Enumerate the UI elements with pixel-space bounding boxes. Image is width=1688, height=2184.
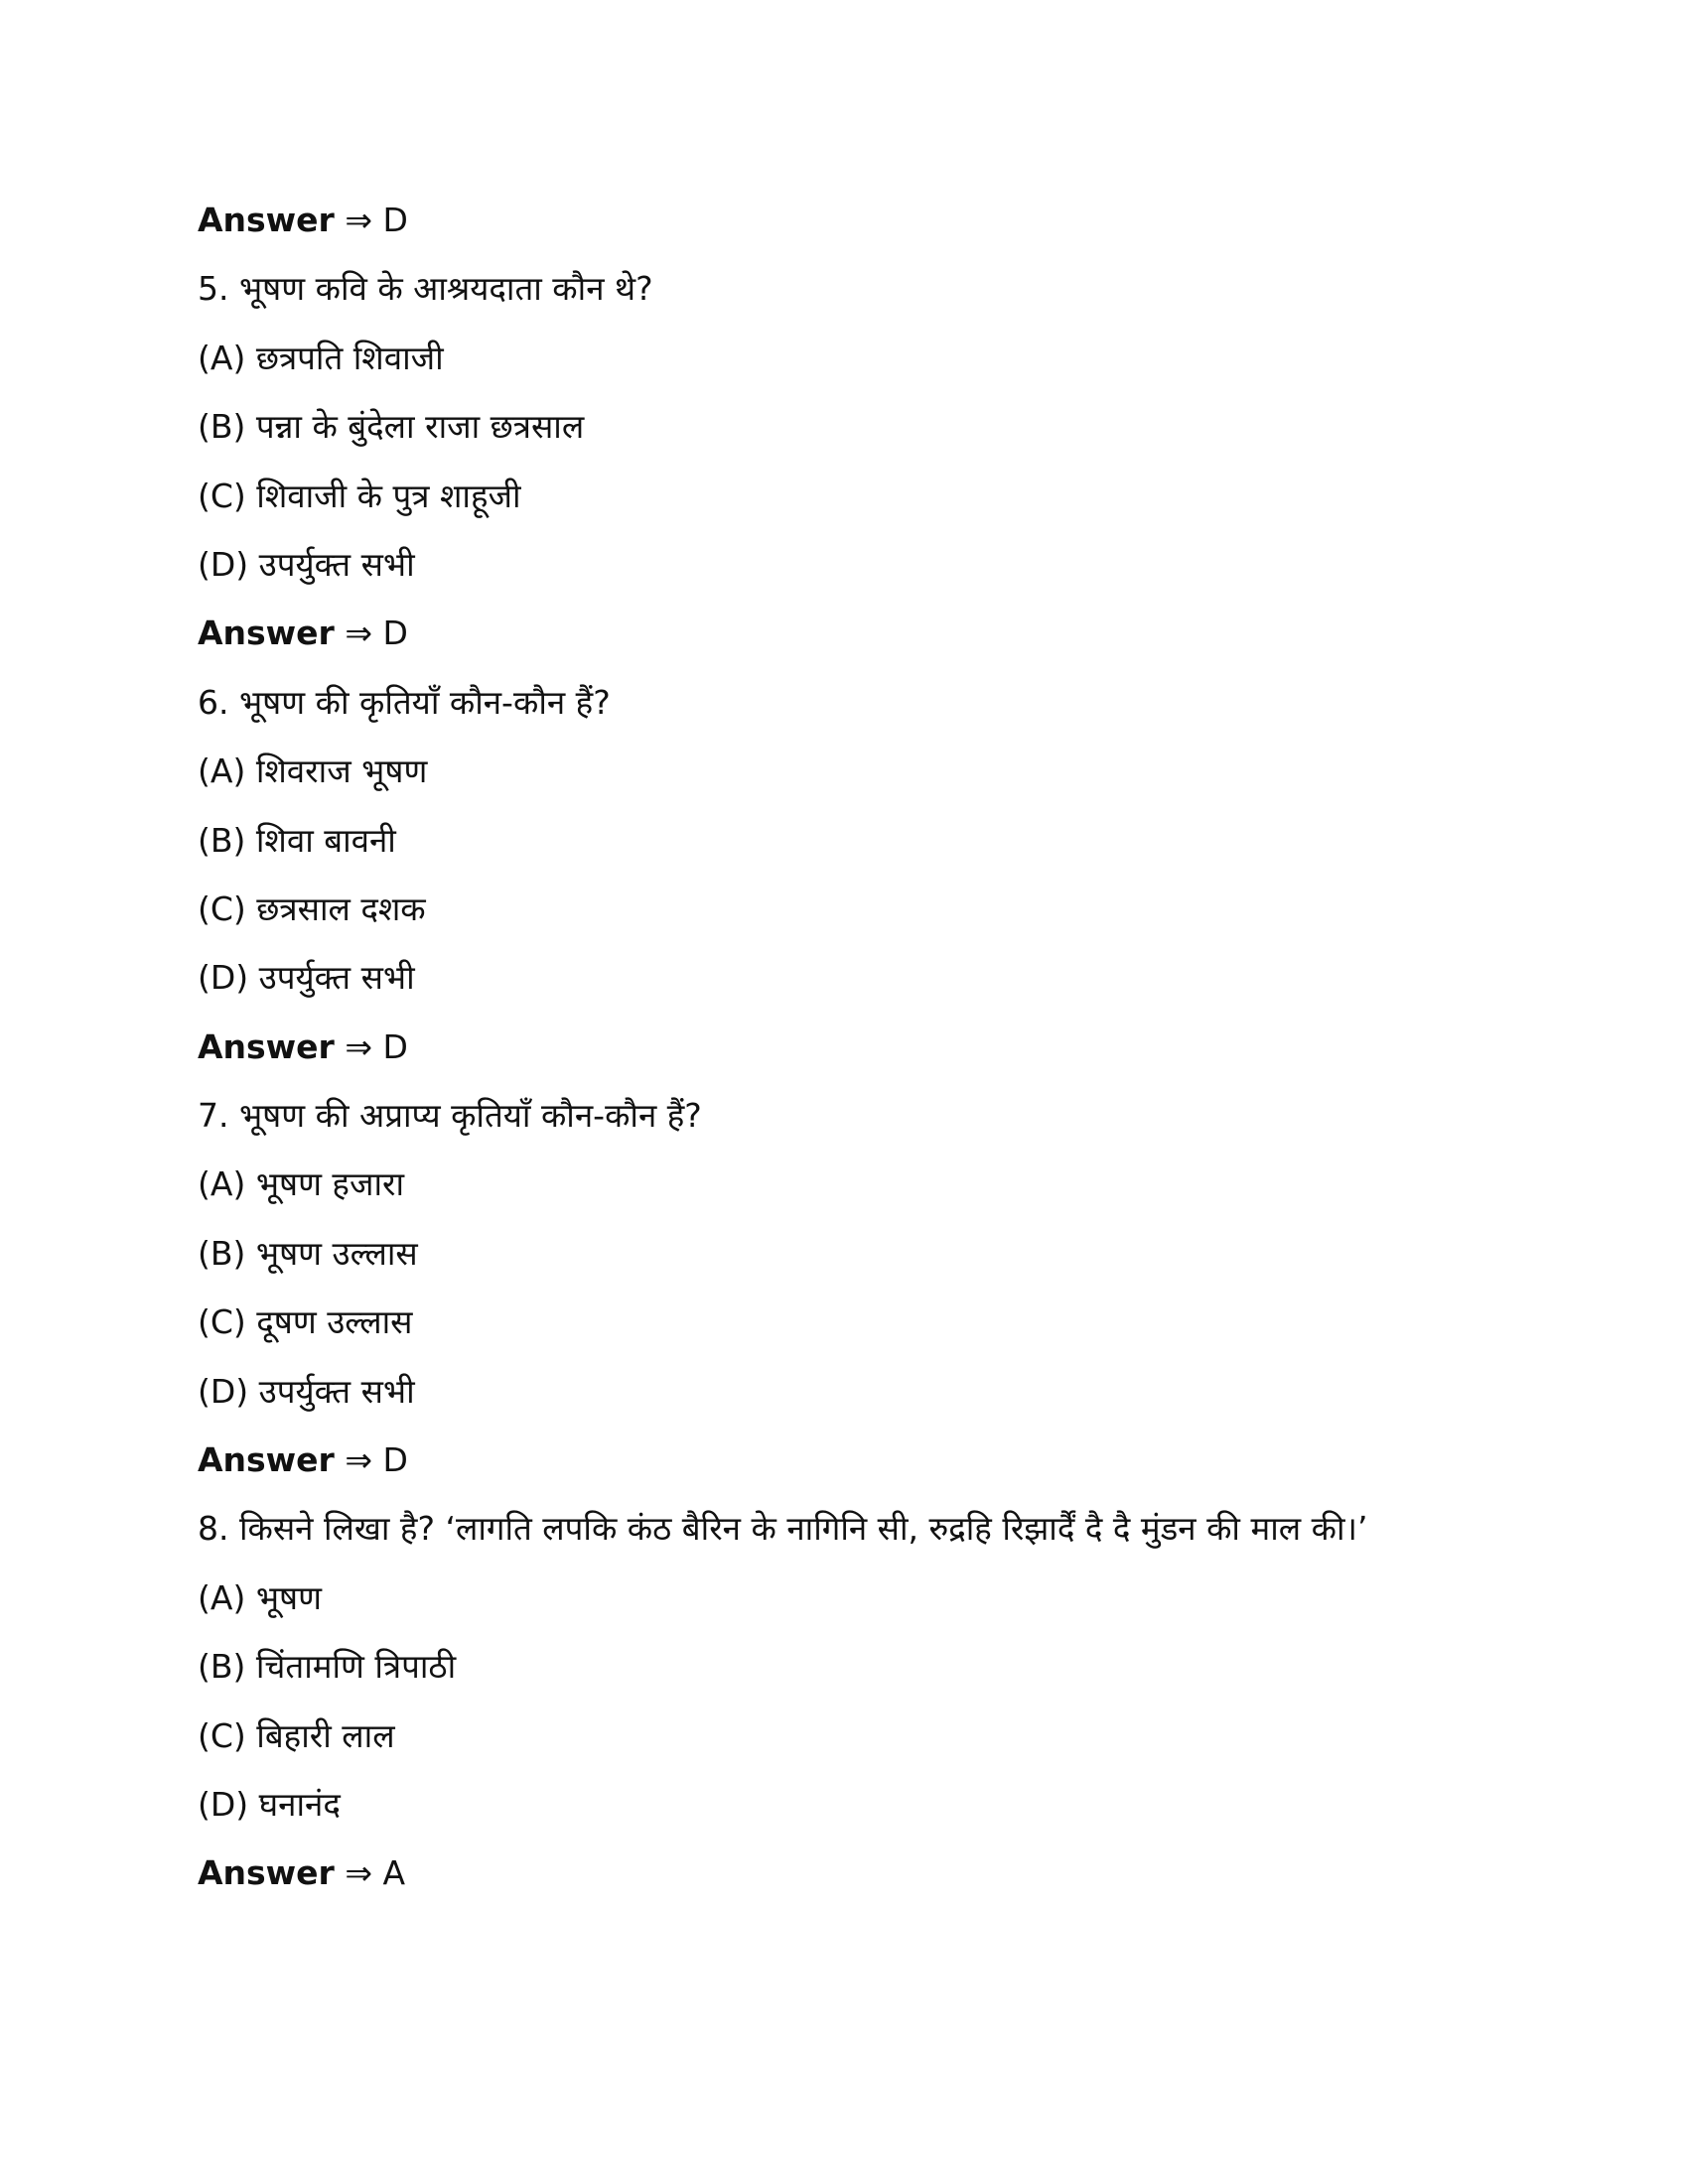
option-text: (A) भूषण हजारा bbox=[198, 1164, 405, 1204]
answer-line bbox=[198, 1013, 1538, 1081]
arrow-icon: ⇒ bbox=[345, 1440, 372, 1480]
answer-value: D bbox=[382, 1026, 408, 1066]
answer-label: Answer bbox=[198, 1026, 335, 1066]
answer-line bbox=[198, 1426, 1538, 1494]
answer-value: A bbox=[382, 1853, 406, 1893]
option-text: (A) भूषण bbox=[198, 1577, 322, 1617]
answer-value: D bbox=[382, 1440, 408, 1480]
document-page bbox=[198, 186, 1538, 1908]
option-text: (C) दूषण उल्लास bbox=[198, 1302, 413, 1342]
answer-line bbox=[198, 599, 1538, 667]
answer-label: Answer bbox=[198, 614, 335, 653]
option-text: (C) छत्रसाल दशक bbox=[198, 888, 426, 928]
question-text: 6. भूषण की कृतियाँ कौन-कौन हैं? bbox=[198, 682, 611, 722]
arrow-icon: ⇒ bbox=[345, 201, 372, 239]
answer-label: Answer bbox=[198, 1853, 335, 1893]
option-text: (A) छत्रपति शिवाजी bbox=[198, 338, 444, 377]
option-text: (C) शिवाजी के पुत्र शाहूजी bbox=[198, 476, 521, 515]
option-text: (B) चिंतामणि त्रिपाठी bbox=[198, 1647, 457, 1687]
option-text: (D) घनानंद bbox=[198, 1784, 341, 1824]
option-text: (C) बिहारी लाल bbox=[198, 1715, 395, 1755]
answer-value: D bbox=[382, 201, 408, 239]
answer-value: D bbox=[382, 614, 408, 653]
answer-line bbox=[198, 186, 1538, 254]
option-text: (B) भूषण उल्लास bbox=[198, 1233, 418, 1273]
arrow-icon: ⇒ bbox=[345, 614, 372, 653]
question-text: 8. किसने लिखा है? ‘लागति लपकि कंठ बैरिन के नागिनि सी, रुद्रहि रिझार्दैं दै दै मुंडन की माल की।’ bbox=[198, 1509, 1368, 1549]
answer-line bbox=[198, 1839, 1538, 1907]
option-text: (D) उपर्युक्त सभी bbox=[198, 1371, 415, 1411]
arrow-icon: ⇒ bbox=[345, 1853, 372, 1893]
option-text: (D) उपर्युक्त सभी bbox=[198, 958, 415, 998]
question-text: 7. भूषण की अप्राप्य कृतियाँ कौन-कौन हैं? bbox=[198, 1096, 702, 1136]
option-text: (D) उपर्युक्त सभी bbox=[198, 544, 415, 584]
option-text: (B) शिवा बावनी bbox=[198, 820, 396, 860]
answer-label: Answer bbox=[198, 201, 335, 239]
option-text: (B) पन्ना के बुंदेला राजा छत्रसाल bbox=[198, 407, 585, 447]
answer-label: Answer bbox=[198, 1440, 335, 1480]
arrow-icon: ⇒ bbox=[345, 1026, 372, 1066]
option-text: (A) शिवराज भूषण bbox=[198, 751, 428, 791]
question-text: 5. भूषण कवि के आश्रयदाता कौन थे? bbox=[198, 269, 653, 309]
